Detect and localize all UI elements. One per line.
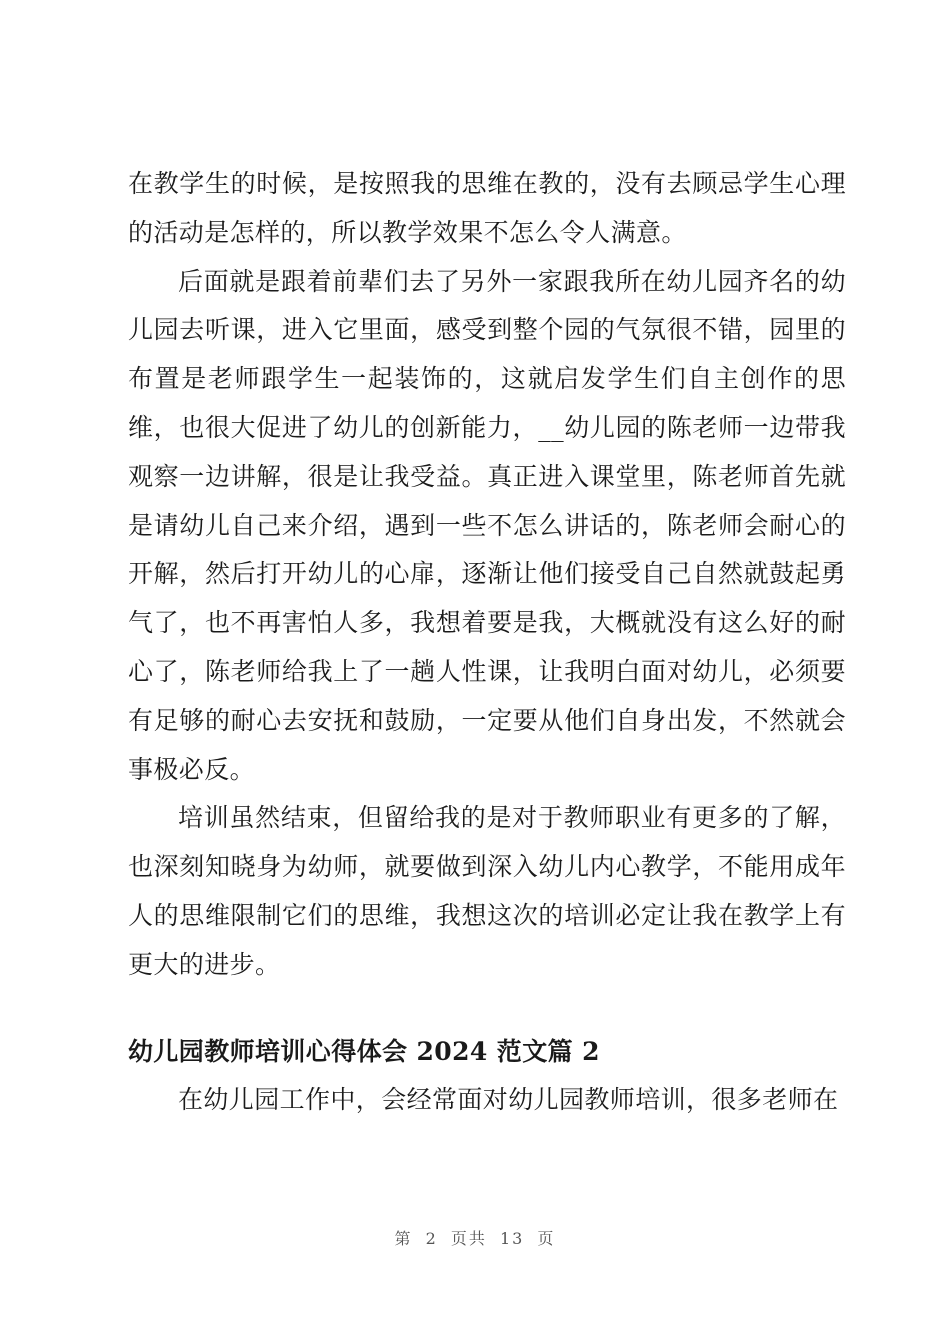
paragraph-conclusion: 培训虽然结束，但留给我的是对于教师职业有更多的了解，也深刻知晓身为幼师，就要做到深入幼儿内心教学，不能用成年人的思维限制它们的思维，我想这次的培训必定让我在教学上有更大的进步。	[128, 803, 846, 979]
document-body	[128, 160, 846, 1125]
paragraph-section-start: 在幼儿园工作中，会经常面对幼儿园教师培训，很多老师在	[178, 1085, 839, 1115]
paragraph-observation: 后面就是跟着前辈们去了另外一家跟我所在幼儿园齐名的幼儿园去听课，进入它里面，感受到整个园的气氛很不错，园里的布置是老师跟学生一起装饰的，这就启发学生们自主创作的思维，也很大促进了幼儿的创新能力，__幼儿园的陈老师一边带我观察一边讲解，很是让我受益。真正进入课堂里，陈老师首先就是请幼儿自己来介绍，遇到一些不怎么讲话的，陈老师会耐心的开解，然后打开幼儿的心扉，逐渐让他们接受自己自然就鼓起勇气了，也不再害怕人多，我想着要是我，大概就没有这么好的耐心了，陈老师给我上了一趟人性课，让我明白面对幼儿，必须要有足够的耐心去安抚和鼓励，一定要从他们自身出发，不然就会事极必反。	[128, 266, 846, 784]
page-number-footer: 第 2 页共 13 页	[394, 1229, 556, 1248]
paragraph-continuation: 在教学生的时候，是按照我的思维在教的，没有去顾忌学生心理的活动是怎样的，所以教学效果不怎么令人满意。	[128, 169, 846, 247]
section-heading: 幼儿园教师培训心得体会 2024 范文篇 2	[128, 1036, 600, 1066]
